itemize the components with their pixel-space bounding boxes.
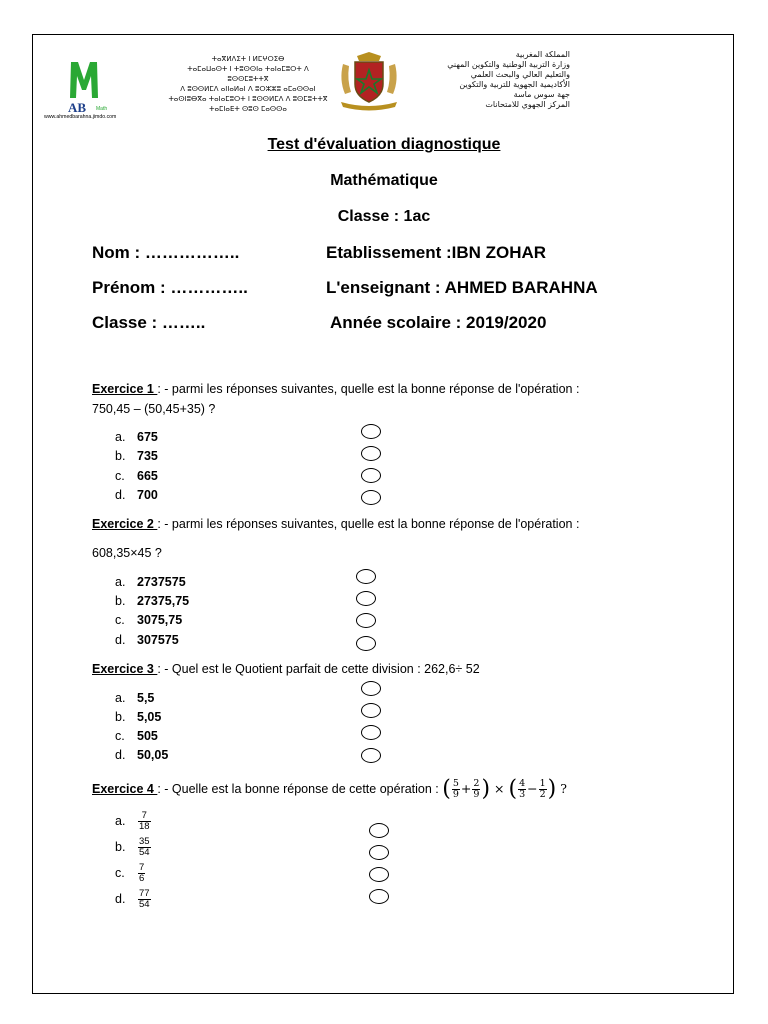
fraction: $\frac{2}{9}$: [473, 778, 480, 800]
exercise-3-text: : - Quel est le Quotient parfait de cette division : 262,6÷ 52: [157, 662, 480, 676]
subject-title: Mathématique: [330, 172, 438, 189]
exercise-2-label: Exercice 2: [92, 517, 158, 531]
answer-circle-3d[interactable]: [361, 748, 381, 763]
exercise-2-option-a: a. 2737575: [115, 575, 186, 589]
etablissement-field: Etablissement :IBN ZOHAR: [326, 243, 547, 262]
exercise-3-option-d: d. 50,05: [115, 748, 169, 762]
answer-circle-4c[interactable]: [369, 867, 389, 882]
ab-math-logo: [44, 50, 144, 120]
nom-field: Nom : ……………..: [92, 243, 240, 262]
answer-circle-3c[interactable]: [361, 725, 381, 740]
exercise-1-option-b: b. 735: [115, 449, 158, 463]
answer-circle-4a[interactable]: [369, 823, 389, 838]
logo-small-text: Math: [96, 106, 108, 112]
moroccan-coat-of-arms-icon: [333, 50, 405, 112]
exercise-4-option-c: c. $\frac{7}{6}$: [115, 862, 145, 884]
answer-circle-2c[interactable]: [356, 613, 376, 628]
answer-circle-4d[interactable]: [369, 889, 389, 904]
arabic-line: المركز الجهوي للامتحانات: [485, 100, 570, 109]
exercise-2-option-b: b. 27375,75: [115, 594, 190, 608]
exercise-2-expression: 608,35×45 ?: [92, 546, 162, 560]
logo-ab-text: AB: [68, 100, 87, 115]
exercise-2-title: [92, 517, 579, 531]
exercise-4-text: : - Quelle est la bonne réponse de cette opération :: [157, 782, 439, 796]
test-title: Test d'évaluation diagnostique: [267, 136, 501, 153]
arabic-line: جهة سوس ماسة: [513, 90, 570, 99]
answer-circle-1b[interactable]: [361, 446, 381, 461]
answer-circle-2d[interactable]: [356, 636, 376, 651]
exercise-2-option-c: c. 3075,75: [115, 613, 183, 627]
exercise-4-title: [92, 775, 567, 803]
exercise-1-option-c: c. 665: [115, 469, 158, 483]
annee-field: Année scolaire : 2019/2020: [330, 313, 547, 332]
answer-circle-1c[interactable]: [361, 468, 381, 483]
tifinagh-line: ⴷ ⵓⵙⵙⵍⵎⴷ ⴰⵏⵏⴰⵍⴰⵏ ⴷ ⵓⵔⵣⵣⵓ ⴰⵎⴰⵙⵙⴰⵏ: [180, 85, 316, 93]
prenom-field: Prénom : …………..: [92, 278, 248, 297]
tifinagh-line: ⵜⴰⵎⴰⵡⴰⵙⵜ ⵏ ⵜⵓⵙⵙⵏⴰ ⵜⴰⵏⴰⵎⵓⵔⵜ ⴷ ⵓⵙⵙⵎⵓⵜⵜⴳ: [187, 65, 309, 83]
fraction: $\frac{5}{9}$: [452, 778, 459, 800]
answer-circle-2a[interactable]: [356, 569, 376, 584]
answer-circle-3b[interactable]: [361, 703, 381, 718]
enseignant-field: L'enseignant : AHMED BARAHNA: [326, 278, 598, 297]
exercise-4-expression: ( $\frac{5}{9}$ + $\frac{2}{9}$ ) × ( $\frac{4}{3}$ − $\frac{1}{2}$ ) ?: [442, 776, 567, 802]
answer-circle-1a[interactable]: [361, 424, 381, 439]
exercise-1-expression: 750,45 – (50,45+35) ?: [92, 402, 216, 416]
answer-circle-3a[interactable]: [361, 681, 381, 696]
logo-url: www.ahmedbarahna.jimdo.com: [44, 114, 117, 120]
exercise-4-option-b: b. $\frac{35}{54}$: [115, 836, 150, 858]
exercise-1-label: Exercice 1: [92, 382, 158, 396]
exercise-3-label: Exercice 3: [92, 662, 158, 676]
exercise-4-option-d: d. $\frac{77}{54}$: [115, 888, 150, 910]
exercise-4-label: Exercice 4: [92, 782, 158, 796]
arabic-line: وزارة التربية الوطنية والتكوين المهني: [447, 60, 570, 69]
exercise-3-option-b: b. 5,05: [115, 710, 162, 724]
answer-circle-2b[interactable]: [356, 591, 376, 606]
fraction: $\frac{1}{2}$: [539, 778, 546, 800]
arabic-line: والتعليم العالي والبحث العلمي: [470, 70, 570, 79]
answer-circle-1d[interactable]: [361, 490, 381, 505]
exercise-3-option-a: a. 5,5: [115, 691, 155, 705]
exercise-3-option-c: c. 505: [115, 729, 158, 743]
exercise-1-option-d: d. 700: [115, 488, 158, 502]
exercise-1-title: [92, 382, 579, 396]
classe-field: Classe : ……..: [92, 313, 206, 332]
exercise-2-text: : - parmi les réponses suivantes, quelle est la bonne réponse de l'opération :: [157, 517, 580, 531]
exercise-4-option-a: a. $\frac{7}{18}$: [115, 810, 150, 832]
arabic-line: المملكة المغربية: [515, 50, 570, 59]
exercise-3-title: [92, 662, 480, 676]
arabic-header: [410, 50, 570, 110]
exercise-2-option-d: d. 307575: [115, 633, 179, 647]
arabic-line: الأكاديمية الجهوية للتربية والتكوين: [459, 80, 570, 89]
tifinagh-line: ⵜⴰⵎⵏⴰⴹⵜ ⵙⵓⵙ ⵎⴰⵙⵙⴰ: [209, 105, 287, 113]
exercise-1-text: : - parmi les réponses suivantes, quelle est la bonne réponse de l'opération :: [157, 382, 580, 396]
fraction: $\frac{4}{3}$: [519, 778, 526, 800]
exercise-1-option-a: a. 675: [115, 430, 158, 444]
class-title: Classe : 1ac: [337, 208, 431, 225]
tifinagh-line: ⵜⴰⵙⵏⵓⴱⴳⴰ ⵜⴰⵏⴰⵎⵓⵔⵜ ⵏ ⵓⵙⵙⵍⵎⴷ ⴷ ⵓⵙⵎⵓⵜⵜⴳ: [168, 95, 328, 103]
tifinagh-header: [168, 54, 328, 114]
answer-circle-4b[interactable]: [369, 845, 389, 860]
tifinagh-line: ⵜⴰⴳⵍⴷⵉⵜ ⵏ ⵍⵎⵖⵔⵉⴱ: [211, 55, 285, 63]
